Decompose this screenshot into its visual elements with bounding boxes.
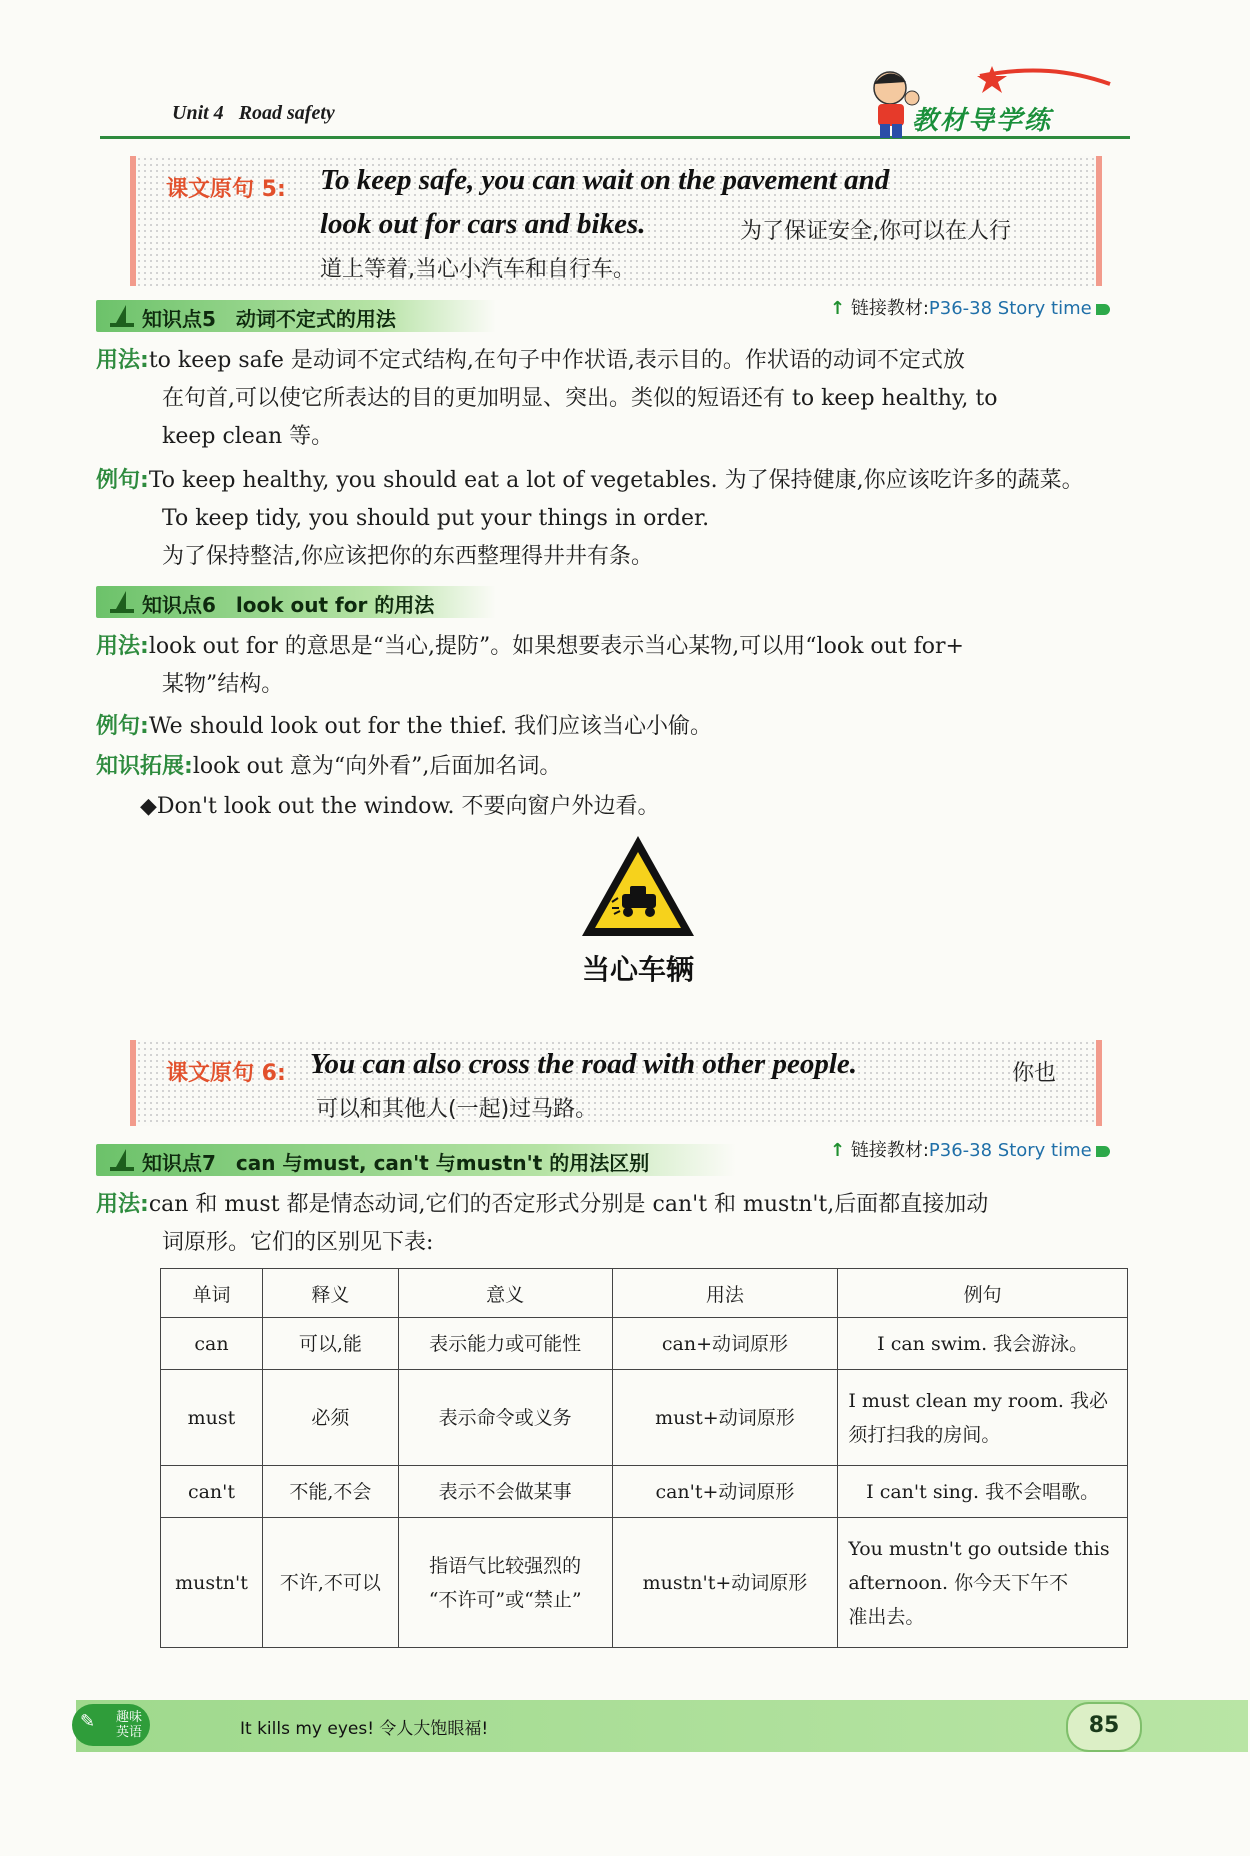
table-header-row — [161, 1269, 1128, 1318]
page-number: 85 — [1066, 1702, 1142, 1752]
badge-line: 英语 — [115, 1725, 142, 1740]
kp5-usage — [96, 342, 997, 456]
cell-meaning: 可以,能 — [262, 1318, 398, 1370]
usage-line: look out for 的意思是“当心,提防”。如果想要表示当心某物,可以用“look out for+ — [148, 634, 964, 659]
usage-line: 某物”结构。 — [162, 672, 284, 697]
quote-en-line-1: To keep safe, you can wait on the pavement and — [320, 164, 890, 196]
cell-example: I can't sing. 我不会唱歌。 — [838, 1466, 1128, 1518]
sailboat-hull — [110, 609, 134, 613]
kp6-extension — [96, 748, 561, 786]
cell-usage: mustn't+动词原形 — [612, 1518, 838, 1648]
cell-word: can't — [161, 1466, 263, 1518]
example-line: To keep healthy, you should eat a lot of vegetables. 为了保持健康,你应该吃许多的蔬菜。 — [148, 468, 1084, 493]
sailboat-hull — [110, 1167, 134, 1171]
logo-text: 教材导学练 — [912, 106, 1053, 136]
up-arrow-icon: ↑ — [830, 1140, 846, 1161]
quote-box-5 — [130, 156, 1102, 286]
sailboat-hull — [110, 323, 134, 327]
usage-line: 在句首,可以使它所表达的目的更加明显、突出。类似的短语还有 to keep healthy, to — [162, 386, 998, 411]
cell-word: mustn't — [161, 1518, 263, 1648]
example-line: You mustn't go outside this — [848, 1537, 1110, 1560]
table-row — [161, 1370, 1128, 1466]
sense-line: 指语气比较强烈的 — [429, 1554, 582, 1577]
usage-line: 词原形。它们的区别见下表: — [162, 1230, 434, 1255]
kp7-usage — [96, 1186, 988, 1262]
extension-line: look out 意为“向外看”,后面加名词。 — [192, 754, 562, 779]
quote-box-6 — [130, 1040, 1102, 1126]
cell-usage: must+动词原形 — [612, 1370, 838, 1466]
cell-word: must — [161, 1370, 263, 1466]
cell-sense: 表示命令或义务 — [398, 1370, 612, 1466]
cell-meaning: 必须 — [262, 1370, 398, 1466]
extension-label: 知识拓展: — [96, 754, 193, 779]
quote-label: 课文原句 6: — [166, 1061, 286, 1086]
sign-caption: 当心车辆 — [581, 953, 694, 986]
example-label: 例句: — [96, 714, 149, 739]
cell-example — [838, 1518, 1128, 1648]
link-ref: P36-38 Story time — [928, 1140, 1092, 1161]
example-line: I must clean my room. 我必 — [848, 1389, 1108, 1412]
kp6-bullet: ◆Don't look out the window. 不要向窗户外边看。 — [140, 794, 660, 819]
sense-line: “不许可”或“禁止” — [428, 1588, 582, 1611]
example-line: 准出去。 — [848, 1605, 925, 1628]
example-line: We should look out for the thief. 我们应该当心小偷。 — [148, 714, 713, 739]
table-header: 用法 — [612, 1269, 838, 1318]
sailboat-icon — [116, 305, 126, 323]
textbook-link-5 — [830, 294, 1110, 320]
knowledge-point-7-title — [96, 1144, 736, 1176]
quote-label: 课文原句 5: — [166, 177, 286, 202]
example-line: 须打扫我的房间。 — [848, 1423, 1001, 1446]
table-row — [161, 1318, 1128, 1370]
cell-example: I can swim. 我会游泳。 — [838, 1318, 1128, 1370]
pencil-tip-icon — [1096, 304, 1110, 315]
quote-en-line-2: look out for cars and bikes. — [320, 208, 646, 240]
unit-heading — [172, 102, 335, 125]
badge-line: 趣味 — [115, 1710, 142, 1725]
cell-usage: can't+动词原形 — [612, 1466, 838, 1518]
book-logo — [860, 62, 1120, 142]
kp6-example — [96, 708, 712, 746]
example-line: afternoon. 你今天下午不 — [848, 1571, 1069, 1594]
usage-line: to keep safe 是动词不定式结构,在句子中作状语,表示目的。作状语的动词不定式放 — [148, 348, 965, 373]
warning-sign — [578, 832, 698, 942]
sailboat-icon — [116, 1149, 126, 1167]
knowledge-point-6-title — [96, 586, 496, 618]
table-header: 例句 — [838, 1269, 1128, 1318]
usage-label: 用法: — [96, 634, 149, 659]
kp-title: 知识点6 look out for 的用法 — [142, 593, 435, 617]
cell-usage: can+动词原形 — [612, 1318, 838, 1370]
kp6-usage — [96, 628, 964, 704]
cell-sense — [398, 1518, 612, 1648]
table-row — [161, 1466, 1128, 1518]
usage-label: 用法: — [96, 1192, 149, 1217]
kp5-examples — [96, 462, 1084, 576]
usage-label: 用法: — [96, 348, 149, 373]
link-prefix: 链接教材: — [850, 298, 929, 319]
pencil-icon: ✎ — [80, 1711, 96, 1732]
example-line: To keep tidy, you should put your things in order. — [162, 506, 710, 531]
unit-number: Unit 4 — [172, 102, 224, 124]
usage-line: keep clean 等。 — [162, 424, 334, 449]
example-line: 为了保持整洁,你应该把你的东西整理得井井有条。 — [162, 544, 653, 569]
fun-english-badge — [72, 1704, 150, 1746]
unit-topic: Road safety — [238, 102, 335, 124]
table-header: 释义 — [262, 1269, 398, 1318]
cell-sense: 表示不会做某事 — [398, 1466, 612, 1518]
sailboat-icon — [116, 591, 126, 609]
usage-line: can 和 must 都是情态动词,它们的否定形式分别是 can't 和 mustn't,后面都直接加动 — [148, 1192, 989, 1217]
table-header: 单词 — [161, 1269, 263, 1318]
up-arrow-icon: ↑ — [830, 298, 846, 319]
link-prefix: 链接教材: — [850, 1140, 929, 1161]
modal-verb-table — [160, 1268, 1128, 1648]
quote-cn-line-2: 可以和其他人(一起)过马路。 — [316, 1097, 598, 1122]
cell-word: can — [161, 1318, 263, 1370]
example-label: 例句: — [96, 468, 149, 493]
link-ref: P36-38 Story time — [928, 298, 1092, 319]
pencil-tip-icon — [1096, 1146, 1110, 1157]
cell-meaning: 不能,不会 — [262, 1466, 398, 1518]
table-row — [161, 1518, 1128, 1648]
quote-en-line-1: You can also cross the road with other people. — [310, 1048, 858, 1080]
quote-cn-line-2: 道上等着,当心小汽车和自行车。 — [320, 257, 635, 282]
cell-example — [838, 1370, 1128, 1466]
kp-title: 知识点7 can 与must, can't 与mustn't 的用法区别 — [142, 1151, 650, 1175]
textbook-link-7 — [830, 1136, 1110, 1162]
vehicle-warning-icon — [578, 832, 698, 942]
cell-sense: 表示能力或可能性 — [398, 1318, 612, 1370]
quote-cn-line-1: 你也 — [1012, 1061, 1057, 1086]
footer-phrase: It kills my eyes! 令人大饱眼福! — [240, 1719, 489, 1739]
knowledge-point-5-title — [96, 300, 496, 332]
quote-cn-line-1: 为了保证安全,你可以在人行 — [740, 219, 1011, 244]
cell-meaning: 不许,不可以 — [262, 1518, 398, 1648]
table-header: 意义 — [398, 1269, 612, 1318]
kp-title: 知识点5 动词不定式的用法 — [142, 307, 396, 331]
